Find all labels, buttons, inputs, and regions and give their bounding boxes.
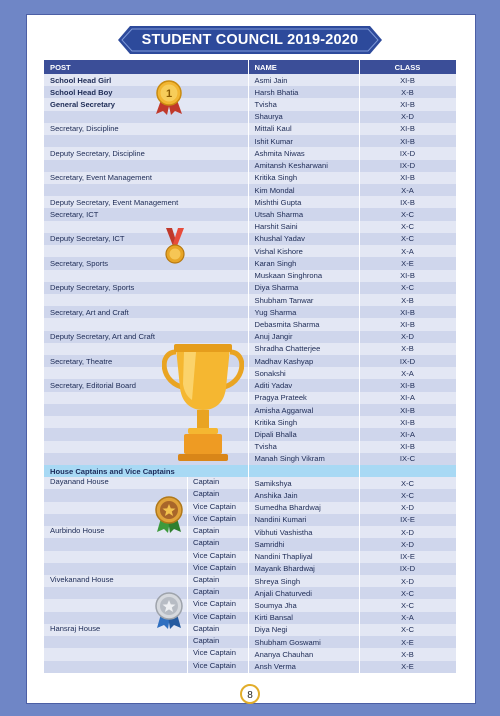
name-cell: Kritika Singh — [248, 172, 359, 184]
house-row — [44, 502, 456, 514]
council-row — [44, 379, 456, 391]
name-cell: Samikshya — [248, 477, 359, 489]
class-cell: X-E — [359, 636, 456, 648]
name-cell: Ashmita Niwas — [248, 147, 359, 159]
council-row — [44, 416, 456, 428]
name-cell: Anjali Chaturvedi — [248, 587, 359, 599]
house-cell — [44, 599, 248, 611]
name-cell: Diya Negi — [248, 624, 359, 636]
post-cell — [44, 221, 248, 233]
house-cell — [44, 612, 248, 624]
class-cell: X-E — [359, 257, 456, 269]
post-cell: Secretary, ICT — [44, 208, 248, 220]
house-row — [44, 514, 456, 526]
class-cell: IX-D — [359, 355, 456, 367]
class-cell: X-B — [359, 86, 456, 98]
class-cell: XI-A — [359, 392, 456, 404]
council-row — [44, 453, 456, 465]
role-cell: Vice Captain — [193, 562, 236, 572]
house-row — [44, 563, 456, 575]
council-row — [44, 318, 456, 330]
house-section-title: House Captains and Vice Captains — [44, 465, 248, 477]
council-row — [44, 233, 456, 245]
council-row — [44, 184, 456, 196]
name-cell: Aditi Yadav — [248, 379, 359, 391]
house-row — [44, 587, 456, 599]
house-name: Hansraj House — [44, 624, 188, 636]
role-cell: Captain — [193, 489, 220, 499]
name-cell: Anuj Jangir — [248, 331, 359, 343]
class-cell: X-B — [359, 294, 456, 306]
name-cell: Utsah Sharma — [248, 208, 359, 220]
name-cell: Vibhuti Vashistha — [248, 526, 359, 538]
role-cell: Captain — [193, 587, 220, 597]
house-name — [44, 648, 188, 660]
role-cell: Captain — [193, 538, 220, 548]
silver-medal-icon — [152, 592, 186, 630]
role-cell: Vice Captain — [193, 501, 236, 511]
class-cell: XI-A — [359, 428, 456, 440]
star-medal-icon — [152, 496, 186, 534]
council-row — [44, 196, 456, 208]
house-name — [44, 538, 188, 550]
council-table — [44, 60, 457, 673]
house-cell — [44, 514, 248, 526]
house-row — [44, 612, 456, 624]
house-section-header-row — [44, 465, 456, 477]
council-row — [44, 282, 456, 294]
bronze-medal-icon — [162, 228, 188, 266]
role-cell: Captain — [193, 636, 220, 646]
name-cell: Khushal Yadav — [248, 233, 359, 245]
role-cell: Vice Captain — [193, 550, 236, 560]
house-cell — [44, 538, 248, 550]
name-cell: Asmi Jain — [248, 74, 359, 86]
house-row — [44, 526, 456, 538]
name-cell: Anshika Jain — [248, 489, 359, 501]
class-cell: X-A — [359, 245, 456, 257]
class-cell: IX-E — [359, 551, 456, 563]
name-cell: Vishal Kishore — [248, 245, 359, 257]
post-cell: School Head Boy — [44, 86, 248, 98]
class-cell: X-C — [359, 221, 456, 233]
name-cell: Harshit Saini — [248, 221, 359, 233]
name-cell: Samridhi — [248, 538, 359, 550]
house-name — [44, 661, 188, 673]
house-cell — [44, 636, 248, 648]
name-cell: Kritika Singh — [248, 416, 359, 428]
class-cell: X-C — [359, 599, 456, 611]
council-row — [44, 208, 456, 220]
council-row — [44, 74, 456, 86]
house-name — [44, 636, 188, 648]
post-cell: Secretary, Theatre — [44, 355, 248, 367]
class-cell: X-A — [359, 367, 456, 379]
council-row — [44, 123, 456, 135]
table-header-row — [44, 60, 456, 74]
council-row — [44, 441, 456, 453]
name-cell: Ishit Kumar — [248, 135, 359, 147]
post-cell: Secretary, Editorial Board — [44, 379, 248, 391]
post-cell — [44, 135, 248, 147]
class-cell: IX-D — [359, 160, 456, 172]
name-column-header: NAME — [248, 60, 359, 74]
post-cell: Deputy Secretary, Art and Craft — [44, 331, 248, 343]
post-cell — [44, 245, 248, 257]
page-title: STUDENT COUNCIL 2019-2020 — [141, 32, 359, 48]
trophy-icon — [162, 344, 244, 462]
class-cell: X-C — [359, 282, 456, 294]
name-cell: Harsh Bhatia — [248, 86, 359, 98]
name-cell: Ansh Verma — [248, 661, 359, 673]
house-name: Dayanand House — [44, 477, 188, 489]
class-cell: IX-E — [359, 514, 456, 526]
class-cell: X-B — [359, 648, 456, 660]
class-cell: X-C — [359, 624, 456, 636]
class-cell: XI-B — [359, 306, 456, 318]
name-cell: Yug Sharma — [248, 306, 359, 318]
council-row — [44, 428, 456, 440]
role-cell: Captain — [193, 477, 220, 487]
class-cell: X-E — [359, 661, 456, 673]
council-row — [44, 160, 456, 172]
council-row — [44, 172, 456, 184]
name-cell: Shradha Chatterjee — [248, 343, 359, 355]
house-name: Aurbindo House — [44, 526, 188, 538]
name-cell: Tvisha — [248, 441, 359, 453]
class-cell: XI-B — [359, 74, 456, 86]
class-cell: XI-B — [359, 318, 456, 330]
council-row — [44, 367, 456, 379]
class-cell: X-A — [359, 612, 456, 624]
house-cell — [44, 489, 248, 501]
name-cell: Manah Singh Vikram — [248, 453, 359, 465]
class-cell: X-C — [359, 489, 456, 501]
house-row — [44, 648, 456, 660]
council-row — [44, 404, 456, 416]
class-cell: X-D — [359, 111, 456, 123]
class-column-header: CLASS — [359, 60, 456, 74]
house-row — [44, 624, 456, 636]
section-blank-cell — [248, 465, 359, 477]
name-cell: Mayank Bhardwaj — [248, 563, 359, 575]
class-cell: XI-B — [359, 135, 456, 147]
house-cell — [44, 661, 248, 673]
council-row — [44, 355, 456, 367]
post-cell — [44, 270, 248, 282]
name-cell: Kirti Bansal — [248, 612, 359, 624]
class-cell: IX-C — [359, 453, 456, 465]
title-banner — [118, 26, 382, 54]
post-cell: Deputy Secretary, Discipline — [44, 147, 248, 159]
class-cell: X-D — [359, 575, 456, 587]
post-cell: Secretary, Discipline — [44, 123, 248, 135]
class-cell: XI-B — [359, 270, 456, 282]
role-cell: Captain — [193, 623, 220, 633]
house-row — [44, 575, 456, 587]
name-cell: Dipali Bhalla — [248, 428, 359, 440]
role-cell: Vice Captain — [193, 611, 236, 621]
house-cell — [44, 502, 248, 514]
role-cell: Vice Captain — [193, 599, 236, 609]
class-cell: XI-B — [359, 404, 456, 416]
gold-medal-1-icon — [152, 80, 186, 116]
house-name: Vivekanand House — [44, 575, 188, 587]
name-cell: Sonakshi — [248, 367, 359, 379]
council-row — [44, 221, 456, 233]
class-cell: X-C — [359, 477, 456, 489]
council-row — [44, 343, 456, 355]
council-row — [44, 270, 456, 282]
post-cell — [44, 160, 248, 172]
post-cell: General Secretary — [44, 98, 248, 110]
class-cell: X-D — [359, 526, 456, 538]
council-row — [44, 111, 456, 123]
name-cell: Tvisha — [248, 98, 359, 110]
post-cell: Secretary, Sports — [44, 257, 248, 269]
name-cell: Mittali Kaul — [248, 123, 359, 135]
class-cell: XI-B — [359, 441, 456, 453]
house-row — [44, 489, 456, 501]
name-cell: Mishthi Gupta — [248, 196, 359, 208]
house-rows — [44, 477, 456, 673]
house-row — [44, 661, 456, 673]
class-cell: X-D — [359, 538, 456, 550]
council-row — [44, 98, 456, 110]
name-cell: Shubham Tanwar — [248, 294, 359, 306]
post-cell — [44, 111, 248, 123]
name-cell: Amisha Aggarwal — [248, 404, 359, 416]
section-blank-cell — [359, 465, 456, 477]
house-cell — [44, 563, 248, 575]
house-cell — [44, 587, 248, 599]
council-row — [44, 294, 456, 306]
name-cell: Diya Sharma — [248, 282, 359, 294]
house-row — [44, 477, 456, 489]
post-cell: Deputy Secretary, Sports — [44, 282, 248, 294]
class-cell: XI-B — [359, 416, 456, 428]
council-row — [44, 147, 456, 159]
class-cell: X-D — [359, 331, 456, 343]
class-cell: X-B — [359, 343, 456, 355]
post-cell: School Head Girl — [44, 74, 248, 86]
role-cell: Vice Captain — [193, 513, 236, 523]
name-cell: Ananya Chauhan — [248, 648, 359, 660]
post-cell: Deputy Secretary, ICT — [44, 233, 248, 245]
class-cell: X-C — [359, 233, 456, 245]
post-column-header: POST — [44, 60, 248, 74]
post-cell — [44, 294, 248, 306]
name-cell: Shubham Goswami — [248, 636, 359, 648]
post-cell — [44, 184, 248, 196]
council-row — [44, 86, 456, 98]
role-cell: Vice Captain — [193, 660, 236, 670]
name-cell: Nandini Thapliyal — [248, 551, 359, 563]
house-row — [44, 538, 456, 550]
class-cell: XI-B — [359, 379, 456, 391]
council-row — [44, 392, 456, 404]
name-cell: Karan Singh — [248, 257, 359, 269]
page-number: 8 — [240, 684, 260, 704]
class-cell: XI-B — [359, 123, 456, 135]
house-cell — [44, 477, 248, 489]
name-cell: Shaurya — [248, 111, 359, 123]
house-name — [44, 551, 188, 563]
class-cell: IX-D — [359, 147, 456, 159]
class-cell: X-A — [359, 184, 456, 196]
house-cell — [44, 624, 248, 636]
post-cell: Secretary, Art and Craft — [44, 306, 248, 318]
house-cell — [44, 575, 248, 587]
class-cell: X-C — [359, 587, 456, 599]
name-cell: Soumya Jha — [248, 599, 359, 611]
name-cell: Sumedha Bhardwaj — [248, 502, 359, 514]
class-cell: X-D — [359, 502, 456, 514]
name-cell: Nandini Kumari — [248, 514, 359, 526]
council-row — [44, 331, 456, 343]
house-name — [44, 563, 188, 575]
house-cell — [44, 526, 248, 538]
role-cell: Captain — [193, 526, 220, 536]
name-cell: Pragya Prateek — [248, 392, 359, 404]
name-cell: Madhav Kashyap — [248, 355, 359, 367]
post-cell — [44, 318, 248, 330]
name-cell: Shreya Singh — [248, 575, 359, 587]
post-cell: Deputy Secretary, Event Management — [44, 196, 248, 208]
medal-number: 1 — [165, 88, 173, 100]
house-section — [44, 465, 456, 477]
class-cell: IX-B — [359, 196, 456, 208]
class-cell: X-C — [359, 208, 456, 220]
council-row — [44, 257, 456, 269]
post-cell: Secretary, Event Management — [44, 172, 248, 184]
house-cell — [44, 551, 248, 563]
house-row — [44, 599, 456, 611]
house-cell — [44, 648, 248, 660]
role-cell: Vice Captain — [193, 648, 236, 658]
class-cell: IX-D — [359, 563, 456, 575]
role-cell: Captain — [193, 574, 220, 584]
name-cell: Debasmita Sharma — [248, 318, 359, 330]
house-row — [44, 636, 456, 648]
council-row — [44, 306, 456, 318]
council-rows — [44, 74, 456, 465]
council-row — [44, 135, 456, 147]
house-row — [44, 551, 456, 563]
name-cell: Kim Mondal — [248, 184, 359, 196]
class-cell: XI-B — [359, 98, 456, 110]
class-cell: XI-B — [359, 172, 456, 184]
council-row — [44, 245, 456, 257]
name-cell: Muskaan Singhrona — [248, 270, 359, 282]
name-cell: Amitansh Kesharwani — [248, 160, 359, 172]
